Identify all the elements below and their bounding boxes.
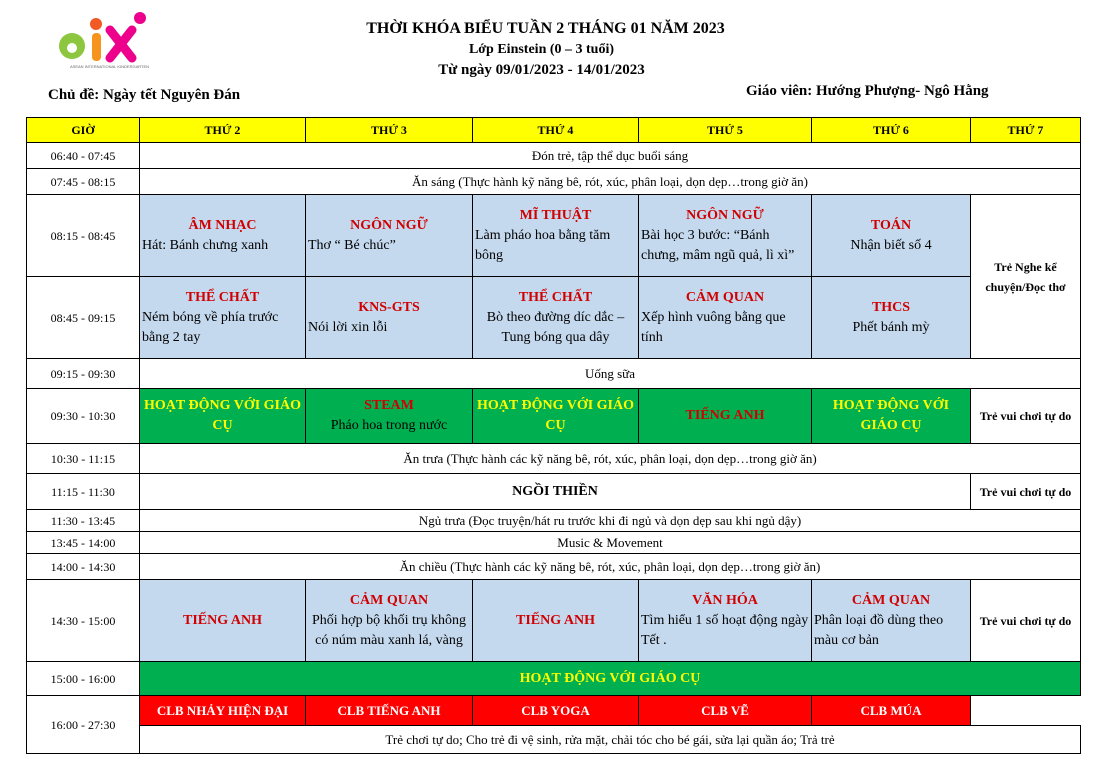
subject: NGÔN NGỮ [350, 217, 428, 233]
topic-label: Chủ đề: Ngày tết Nguyên Đán [48, 87, 241, 103]
subject: HOẠT ĐỘNG VỚI GIÁO CỤ [476, 398, 634, 433]
time-cell: 08:15 - 08:45 [27, 195, 140, 277]
lesson-cell [812, 580, 971, 662]
subject: CẢM QUAN [851, 592, 931, 608]
free-play-cell: Trẻ vui chơi tự do [971, 389, 1081, 444]
col-header: THỨ 5 [639, 118, 812, 143]
class-name: Lớp Einstein (0 – 3 tuổi) [468, 42, 615, 57]
lesson-desc: Hát: Bánh chưng xanh [142, 237, 269, 253]
time-cell: 14:30 - 15:00 [27, 580, 140, 662]
teacher-label: Giáo viên: Hướng Phượng- Ngô Hằng [746, 83, 989, 99]
col-header: GIỜ [27, 118, 140, 143]
table-row [27, 474, 1081, 510]
lesson-desc: Phối hợp bộ khối trụ không có núm màu xanh lá, vàng [311, 612, 467, 648]
lesson-cell [639, 277, 812, 359]
empty-cell [971, 696, 1081, 726]
table-row [27, 580, 1081, 662]
lesson-cell [306, 195, 473, 277]
club-cell: CLB NHẢY HIỆN ĐẠI [140, 696, 306, 726]
time-cell: 11:30 - 13:45 [27, 510, 140, 532]
activity-cell: Ăn chiều (Thực hành các kỹ năng bê, rót, xúc, phân loại, dọn dẹp…trong giờ ăn) [140, 554, 1081, 580]
meditation-cell: NGỒI THIỀN [140, 474, 971, 510]
lesson-cell [812, 195, 971, 277]
table-row [27, 143, 1081, 169]
lesson-cell [140, 277, 306, 359]
time-cell: 09:15 - 09:30 [27, 359, 140, 389]
table-row [27, 277, 1081, 359]
lesson-cell [812, 389, 971, 444]
lesson-cell [473, 277, 639, 359]
table-row [27, 389, 1081, 444]
lesson-desc: Xếp hình vuông bằng que tính [641, 309, 786, 345]
subject: TIẾNG ANH [516, 612, 595, 628]
lesson-cell [473, 389, 639, 444]
lesson-desc: Phân loại đồ dùng theo màu cơ bản [814, 612, 944, 648]
time-cell: 15:00 - 16:00 [27, 662, 140, 696]
activity-cell: Ăn trưa (Thực hành các kỹ năng bê, rót, xúc, phân loại, dọn dẹp…trong giờ ăn) [140, 444, 1081, 474]
lesson-cell [473, 195, 639, 277]
table-row [27, 359, 1081, 389]
lesson-cell [639, 389, 812, 444]
lesson-cell [812, 277, 971, 359]
lesson-cell [140, 580, 306, 662]
lesson-desc: Tìm hiểu 1 số hoạt động ngày Tết . [641, 612, 809, 648]
activity-cell: Ăn sáng (Thực hành kỹ năng bê, rót, xúc, phân loại, dọn dẹp…trong giờ ăn) [140, 169, 1081, 195]
lesson-desc: Nhận biết số 4 [850, 237, 932, 253]
club-cell: CLB TIẾNG ANH [306, 696, 473, 726]
subject: THỂ CHẤT [185, 289, 260, 305]
schedule-table [26, 117, 1081, 754]
lesson-cell [639, 580, 812, 662]
club-cell: CLB VẼ [639, 696, 812, 726]
lesson-desc: Ném bóng về phía trước bằng 2 tay [142, 309, 279, 345]
table-row [27, 662, 1081, 696]
lesson-cell [140, 389, 306, 444]
header-row [27, 118, 1081, 143]
subject: THCS [871, 299, 911, 315]
table-row [27, 169, 1081, 195]
saturday-morning-cell: Trẻ Nghe kể chuyện/Đọc thơ [971, 195, 1081, 359]
time-cell: 07:45 - 08:15 [27, 169, 140, 195]
activity-cell: Music & Movement [140, 532, 1081, 554]
lesson-desc: Phết bánh mỳ [852, 319, 930, 335]
time-cell: 09:30 - 10:30 [27, 389, 140, 444]
time-cell: 16:00 - 27:30 [27, 696, 140, 754]
activity-cell: HOẠT ĐỘNG VỚI GIÁO CỤ [140, 662, 1081, 696]
table-row [27, 554, 1081, 580]
col-header: THỨ 2 [140, 118, 306, 143]
subject: TOÁN [870, 217, 912, 233]
time-cell: 11:15 - 11:30 [27, 474, 140, 510]
activity-cell: Đón trẻ, tập thể dục buổi sáng [140, 143, 1081, 169]
col-header: THỨ 3 [306, 118, 473, 143]
subject: KNS-GTS [358, 299, 420, 315]
subject: VĂN HÓA [692, 592, 758, 608]
lesson-desc: Nói lời xin lỗi [308, 319, 388, 335]
lesson-desc: Làm pháo hoa bằng tăm bông [475, 227, 611, 263]
table-row [27, 195, 1081, 277]
club-cell: CLB YOGA [473, 696, 639, 726]
subject: NGÔN NGỮ [686, 207, 764, 223]
lesson-cell [140, 195, 306, 277]
subject: CẢM QUAN [685, 289, 765, 305]
free-play-cell: Trẻ vui chơi tự do [971, 580, 1081, 662]
lesson-cell [306, 277, 473, 359]
table-row [27, 726, 1081, 754]
subject: TIẾNG ANH [183, 612, 262, 628]
activity-cell: Ngủ trưa (Đọc truyện/hát ru trước khi đi ngủ và dọn dẹp sau khi ngủ dậy) [140, 510, 1081, 532]
lesson-cell [306, 580, 473, 662]
subject: STEAM [364, 398, 414, 413]
lesson-desc: Thơ “ Bé chúc” [308, 237, 396, 253]
subject: TIẾNG ANH [685, 408, 765, 423]
subject: ÂM NHẠC [188, 217, 257, 233]
lesson-cell [473, 580, 639, 662]
free-play-cell: Trẻ vui chơi tự do [971, 474, 1081, 510]
table-row [27, 444, 1081, 474]
lesson-desc: Bài học 3 bước: “Bánh chưng, mâm ngũ quả, lì xì” [641, 227, 795, 263]
lesson-cell [306, 389, 473, 444]
date-range: Từ ngày 09/01/2023 - 14/01/2023 [438, 62, 645, 78]
col-header: THỨ 7 [971, 118, 1081, 143]
activity-cell: Trẻ chơi tự do; Cho trẻ đi vệ sinh, rửa mặt, chải tóc cho bé gái, sửa lại quần áo; Trả trẻ [140, 726, 1081, 754]
page-title: THỜI KHÓA BIỂU TUẦN 2 THÁNG 01 NĂM 2023 [366, 20, 725, 37]
subject: THỂ CHẤT [518, 289, 593, 305]
lesson-desc: Bò theo đường díc dắc – Tung bóng qua dây [486, 309, 625, 345]
subject: CẢM QUAN [349, 592, 429, 608]
activity-cell: Uống sữa [140, 359, 1081, 389]
time-cell: 13:45 - 14:00 [27, 532, 140, 554]
time-cell: 08:45 - 09:15 [27, 277, 140, 359]
table-row [27, 696, 1081, 726]
lesson-cell [639, 195, 812, 277]
table-row [27, 510, 1081, 532]
col-header: THỨ 6 [812, 118, 971, 143]
table-row [27, 532, 1081, 554]
logo-subtitle: ASEAN INTERNATIONAL KINDERGARTEN [70, 64, 150, 69]
time-cell: 14:00 - 14:30 [27, 554, 140, 580]
time-cell: 06:40 - 07:45 [27, 143, 140, 169]
subject: HOẠT ĐỘNG VỚI GIÁO CỤ [143, 398, 301, 433]
lesson-desc: Pháo hoa trong nước [330, 418, 448, 433]
subject: HOẠT ĐỘNG VỚI GIÁO CỤ [832, 398, 950, 433]
time-cell: 10:30 - 11:15 [27, 444, 140, 474]
club-cell: CLB MÚA [812, 696, 971, 726]
col-header: THỨ 4 [473, 118, 639, 143]
subject: MĨ THUẬT [519, 207, 592, 223]
